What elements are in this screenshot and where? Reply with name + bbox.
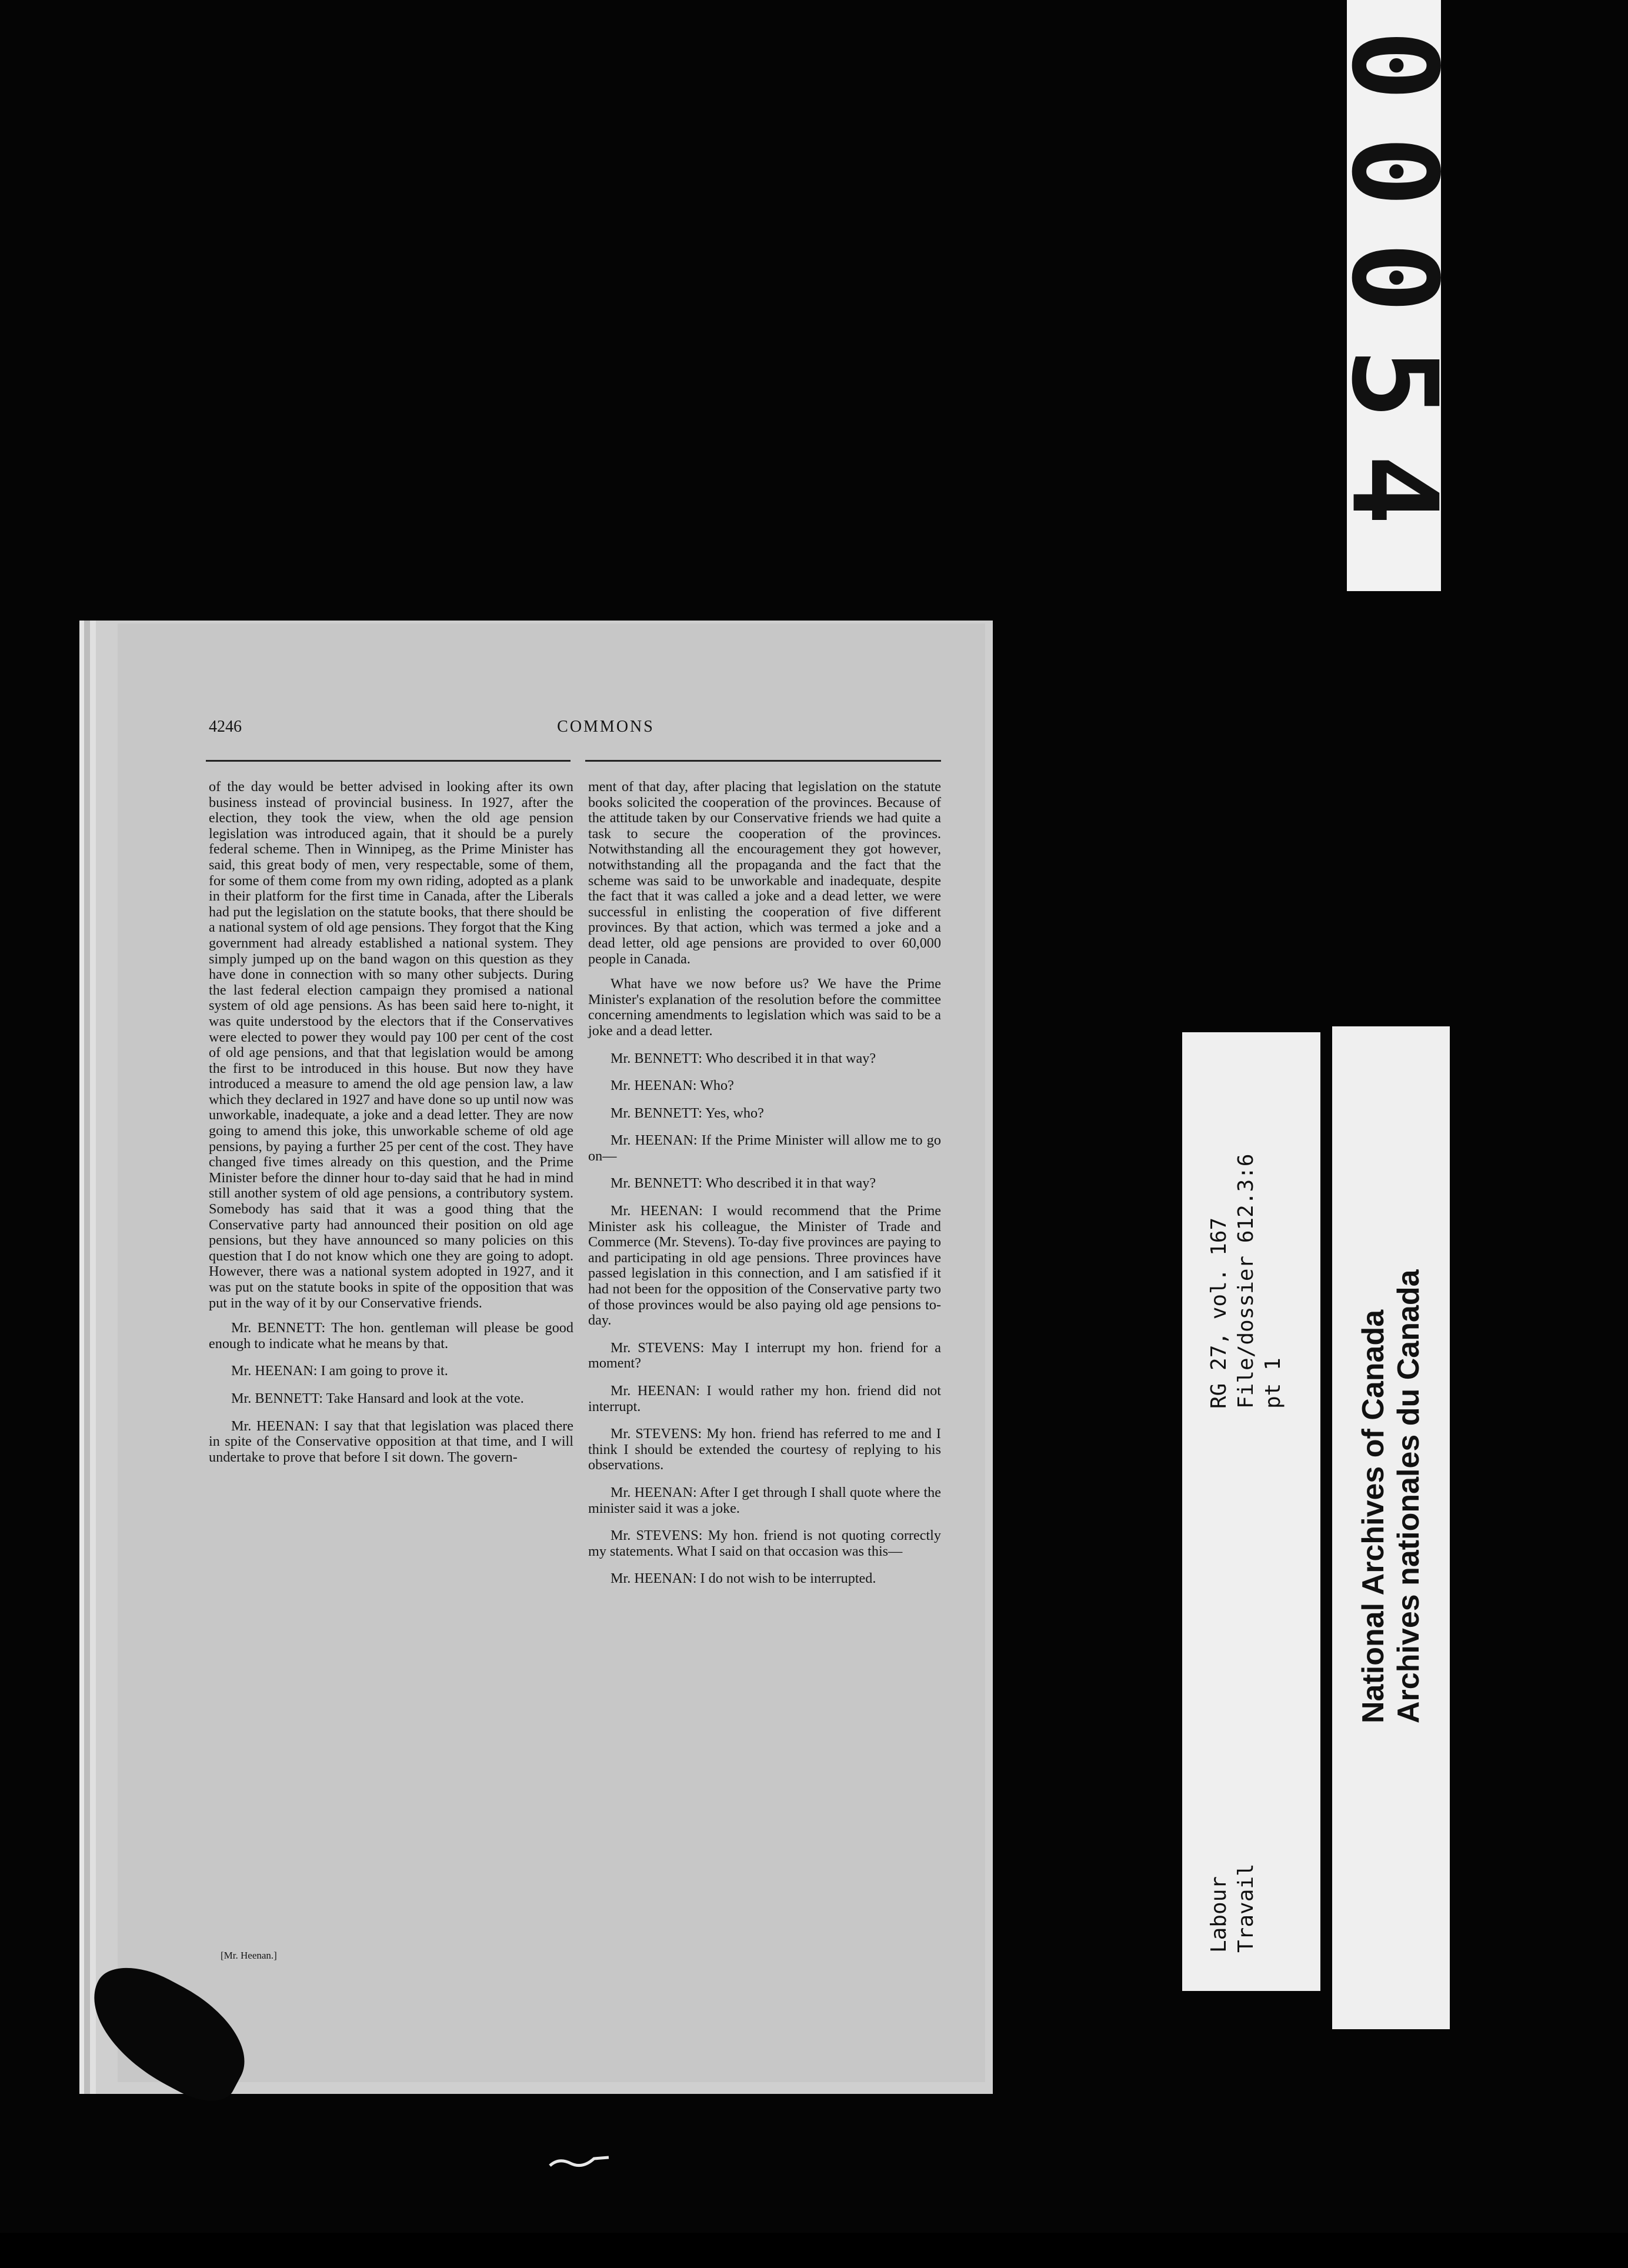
frame-number: 00054 <box>1325 29 1463 561</box>
reference-line: pt 1 <box>1261 1358 1285 1409</box>
paragraph: Mr. BENNETT: Who described it in that way? <box>610 1050 876 1066</box>
text-column-right <box>588 779 941 1599</box>
frame-number-strip <box>1325 0 1463 591</box>
film-bottom-edge <box>0 2233 1628 2268</box>
reference-line: RG 27, vol. 167 <box>1207 1217 1231 1409</box>
paragraph: Mr. HEENAN: I am going to prove it. <box>231 1363 448 1379</box>
page-number: 4246 <box>209 718 242 736</box>
paragraph: Mr. STEVENS: May I interrupt my hon. friend for a moment? <box>588 1339 941 1372</box>
paragraph: ment of that day, after placing that legislation on the statute books solicited the cooperation of the provinces. Because of the attitude taken by our Conservative friends we had quite a task to secure the cooperation of the provinces. Notwithstanding all the encouragement they got however, notwithstanding all the propaganda and the fact that the scheme was said to be unworkable and inadequate, despite the fact that it was called a joke and a dead letter, we were successful in enlisting the cooperation of five different provinces. By that action, which was termed a joke and a dead letter, old age pensions are provided to over 60,000 people in Canada. <box>588 779 941 967</box>
running-head: COMMONS <box>557 718 655 736</box>
paragraph: Mr. HEENAN: I would rather my hon. friend did not interrupt. <box>588 1383 941 1415</box>
text-column-left <box>209 779 573 1475</box>
header-rule-left <box>206 760 571 762</box>
paragraph: Mr. BENNETT: Who described it in that way? <box>610 1175 876 1192</box>
department-line: Labour <box>1207 1876 1231 1953</box>
paragraph: Mr. BENNETT: Yes, who? <box>610 1105 764 1121</box>
paragraph: Mr. HEENAN: I do not wish to be interrupted. <box>610 1570 876 1587</box>
reference-line: File/dossier 612.3:6 <box>1234 1153 1258 1409</box>
department-line: Travail <box>1234 1863 1258 1953</box>
paragraph: What have we now before us? We have the Prime Minister's explanation of the resolution before the committee concerning amendments to legislation which was said to be a joke and a dead letter. <box>588 976 941 1039</box>
paragraph: Mr. HEENAN: Who? <box>610 1078 734 1094</box>
department-block <box>1206 1863 1260 1953</box>
paragraph: Mr. HEENAN: After I get through I shall quote where the minister said it was a joke. <box>588 1484 941 1516</box>
header-rule-right <box>585 760 941 762</box>
paragraph: of the day would be better advised in looking after its own business instead of provincial business. In 1927, after the election, they took the view, when the old age pension legislation was introduced again, that it should be a purely federal scheme. Then in Winnipeg, as the Prime Minister has said, this great body of men, very respectable, some of them, for some of them come from my own riding, adopted as a plank in their platform for the first time in Canada, after the Liberals had put the legislation on the statute books, that there should be a national system of old age pensions. They forgot that the King government had already established a national system. They simply jumped up on the band wagon on this question as they have done in connection with so many other subjects. During the last federal election campaign they promised a national system of old age pensions. As has been said here to-night, it was quite understood by the electors that if the Conservatives were elected to power they would pay 100 per cent of the cost of old age pensions, and that that legislation would be among the first to be introduced in this house. But now they have introduced a measure to amend the old age pension law, a law which they declared in 1927 and have done so up until now was unworkable, inadequate, a joke and a dead letter. They are now going to amend this joke, this unworkable scheme of old age pensions, by paying a further 25 per cent of the cost. They have changed five times already on this question, and the Prime Minister before the dinner hour to-day said that he had in mind still another system of old age pensions, a contributory system. Somebody has said that it was a good thing that the Conservative party had announced their position on old age pensions, but they have announced so many policies on this question that I do not know which one they are going to adopt. However, there was a national system adopted in 1927, and it was put on the statute books in spite of the opposition that was put in the way of it by our Conservative friends. <box>209 779 573 1311</box>
paragraph: Mr. HEENAN: I would recommend that the Prime Minister ask his colleague, the Minister of Trade and Commerce (Mr. Stevens). To-day five provinces are paying to and participating in old age pensions. Three provinces have passed legislation in this connection, and I am satisfied if it had not been for the opposition of the Conservative party two of those provinces would be also paying old age pensions to-day. <box>588 1203 941 1329</box>
document-page <box>118 623 985 2082</box>
reference-block <box>1206 1154 1287 1409</box>
paragraph: Mr. STEVENS: My hon. friend has referred to me and I think I should be extended the courtesy of replying to his observations. <box>588 1426 941 1473</box>
paragraph: Mr. BENNETT: Take Hansard and look at the vote. <box>231 1390 524 1406</box>
institution-block <box>1356 1269 1426 1723</box>
paragraph: Mr. STEVENS: My hon. friend is not quoting correctly my statements. What I said on that occasion was this— <box>588 1527 941 1559</box>
institution-line: Archives nationales du Canada <box>1392 1269 1426 1723</box>
archive-reference-label <box>1182 1032 1320 1991</box>
institution-line: National Archives of Canada <box>1356 1309 1390 1723</box>
ink-mark <box>547 2153 612 2170</box>
paragraph: Mr. BENNETT: The hon. gentleman will please be good enough to indicate what he means by that. <box>209 1320 573 1352</box>
paragraph: Mr. HEENAN: I say that that legislation was placed there in spite of the Conservative opposition at that time, and I will undertake to prove that before I sit down. The govern- <box>209 1418 573 1465</box>
archive-institution-label <box>1332 1026 1450 2029</box>
page-header <box>209 718 1003 753</box>
paragraph: Mr. HEENAN: If the Prime Minister will allow me to go on— <box>588 1132 941 1164</box>
footnote: [Mr. Heenan.] <box>221 1950 277 1961</box>
